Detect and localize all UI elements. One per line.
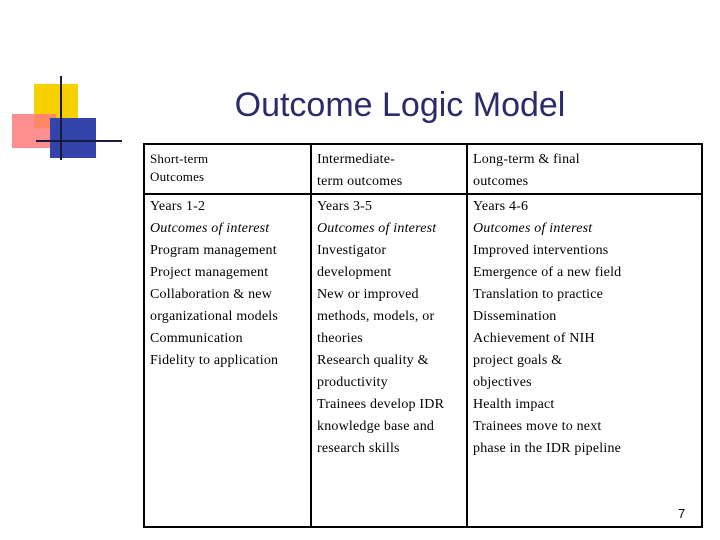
subheading: Outcomes of interest [317,221,437,236]
column-body [150,196,278,372]
header-line: Short-term [150,151,209,166]
outcome-item: Translation to practice [473,287,604,302]
outcome-item: Fidelity to application [150,353,279,368]
outcome-item: development [317,265,392,280]
page-number: 7 [678,506,686,521]
header-line: Intermediate- [317,152,396,167]
outcome-item: Project management [150,265,269,280]
outcome-item: Trainees move to next [473,419,602,434]
outcome-item: project goals & [473,353,563,368]
subheading: Outcomes of interest [150,221,270,236]
outcome-item: Research quality & [317,353,429,368]
outcome-item: objectives [473,375,532,390]
outcome-item: Investigator [317,243,387,258]
header-line: Long-term & final [473,152,580,167]
outcome-item: New or improved [317,287,419,302]
outcome-item: Collaboration & new [150,287,273,302]
outcome-item: knowledge base and [317,419,435,434]
header-line: term outcomes [317,174,403,189]
decor-horizontal-line [36,140,122,142]
column-header [317,149,402,193]
outcome-item: Health impact [473,397,555,412]
outcome-item: phase in the IDR pipeline [473,441,622,456]
slide-title: Outcome Logic Model [234,86,566,124]
header-line: Outcomes [150,169,205,184]
outcome-item: Communication [150,331,243,346]
period: Years 4-6 [473,199,529,214]
column-body [473,196,621,460]
outcome-item: Dissemination [473,309,557,324]
period: Years 1-2 [150,199,206,214]
outcome-item: Trainees develop IDR [317,397,445,412]
outcome-item: organizational models [150,309,278,324]
column-intermediate-term [312,145,466,526]
outcome-item: Achievement of NIH [473,331,595,346]
outcome-table [143,143,703,528]
header-line: outcomes [473,174,529,189]
column-short-term [145,145,310,526]
column-body [317,196,444,460]
outcome-item: Emergence of a new field [473,265,622,280]
decor-vertical-line [60,76,62,160]
outcome-item: theories [317,331,363,346]
outcome-item: research skills [317,441,400,456]
subheading: Outcomes of interest [473,221,593,236]
period: Years 3-5 [317,199,373,214]
column-header [150,150,208,186]
outcome-item: productivity [317,375,388,390]
outcome-item: methods, models, or [317,309,435,324]
column-header [473,149,580,193]
decor-blue-square [50,118,96,158]
outcome-item: Program management [150,243,277,258]
outcome-item: Improved interventions [473,243,609,258]
column-long-term [468,145,701,526]
